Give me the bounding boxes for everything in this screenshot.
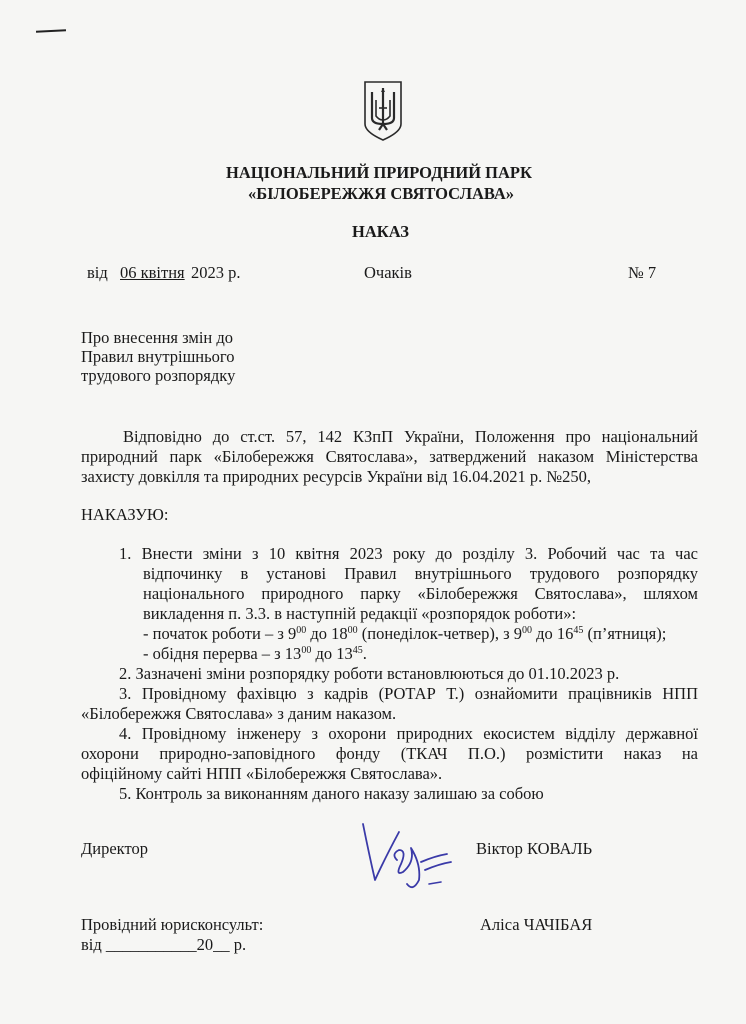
trident-emblem-icon xyxy=(362,80,404,142)
preamble-line: природний парк «Білобережжя Святослава», затверджений наказом Міністерства xyxy=(81,447,698,466)
item-1-line: 1. Внести зміни з 10 квітня 2023 року до розділу 3. Робочий час та час xyxy=(119,544,698,563)
order-word: НАКАЗУЮ: xyxy=(81,505,169,524)
preamble-line: Відповідно до ст.ст. 57, 142 КЗпП України, Положення про національний xyxy=(123,427,698,446)
item-4-line: офіційному сайті НПП «Білобережжя Святослава». xyxy=(81,764,443,783)
scan-mark xyxy=(36,29,66,33)
item-1-line: викладення п. 3.3. в наступній редакції «розпорядок роботи»: xyxy=(143,604,577,623)
date-prefix: від xyxy=(87,263,108,282)
order-year: 2023 р. xyxy=(191,263,241,282)
lawyer-name: Аліса ЧАЧІБАЯ xyxy=(480,915,593,934)
subject-line: Правил внутрішнього xyxy=(81,347,235,366)
item-2: 2. Зазначені зміни розпорядку роботи встановлюються до 01.10.2023 р. xyxy=(119,664,620,683)
director-signature xyxy=(355,814,455,894)
director-title: Директор xyxy=(81,839,148,858)
work-hours-line: - початок роботи – з $9^{00}$ до $18^{00}$ (понеділок-четвер), з $9^{00}$ до $16^{45}$ (п’ятниця); xyxy=(143,624,667,643)
item-1-line: національного природного парку «Білобережжя Святослава», шляхом xyxy=(143,584,698,603)
lunch-break-line: - обідня перерва – з $13^{00}$ до $13^{45}$. xyxy=(143,644,367,663)
lawyer-title: Провідний юрисконсульт: xyxy=(81,915,264,934)
org-name-line2: «БІЛОБЕРЕЖЖЯ СВЯТОСЛАВА» xyxy=(247,184,515,203)
item-4-line: охорони природно-заповідного фонду (ТКАЧ П.О.) розмістити наказ на xyxy=(81,744,698,763)
order-date: 06 квітня xyxy=(120,263,185,282)
lawyer-date: від ___________20__ р. xyxy=(81,935,247,954)
item-1-line: відпочинку в установі Правил внутрішнього трудового розпорядку xyxy=(143,564,698,583)
org-name-line1: НАЦІОНАЛЬНИЙ ПРИРОДНИЙ ПАРК xyxy=(226,163,532,182)
preamble-line: захисту довкілля та природних ресурсів України від 16.04.2021 р. №250, xyxy=(81,467,592,486)
subject-line: трудового розпорядку xyxy=(81,366,236,385)
subject-line: Про внесення змін до xyxy=(81,328,234,347)
item-3-line: «Білобережжя Святослава» з даним наказом. xyxy=(81,704,397,723)
director-name: Віктор КОВАЛЬ xyxy=(476,839,593,858)
order-number: № 7 xyxy=(628,263,657,282)
item-4-line: 4. Провідному інженеру з охорони природних екосистем відділу державної xyxy=(119,724,698,743)
order-city: Очаків xyxy=(364,263,412,282)
document-title: НАКАЗ xyxy=(352,222,409,241)
item-5: 5. Контроль за виконанням даного наказу залишаю за собою xyxy=(119,784,544,803)
item-3-line: 3. Провідному фахівцю з кадрів (РОТАР Т.) ознайомити працівників НПП xyxy=(119,684,698,703)
